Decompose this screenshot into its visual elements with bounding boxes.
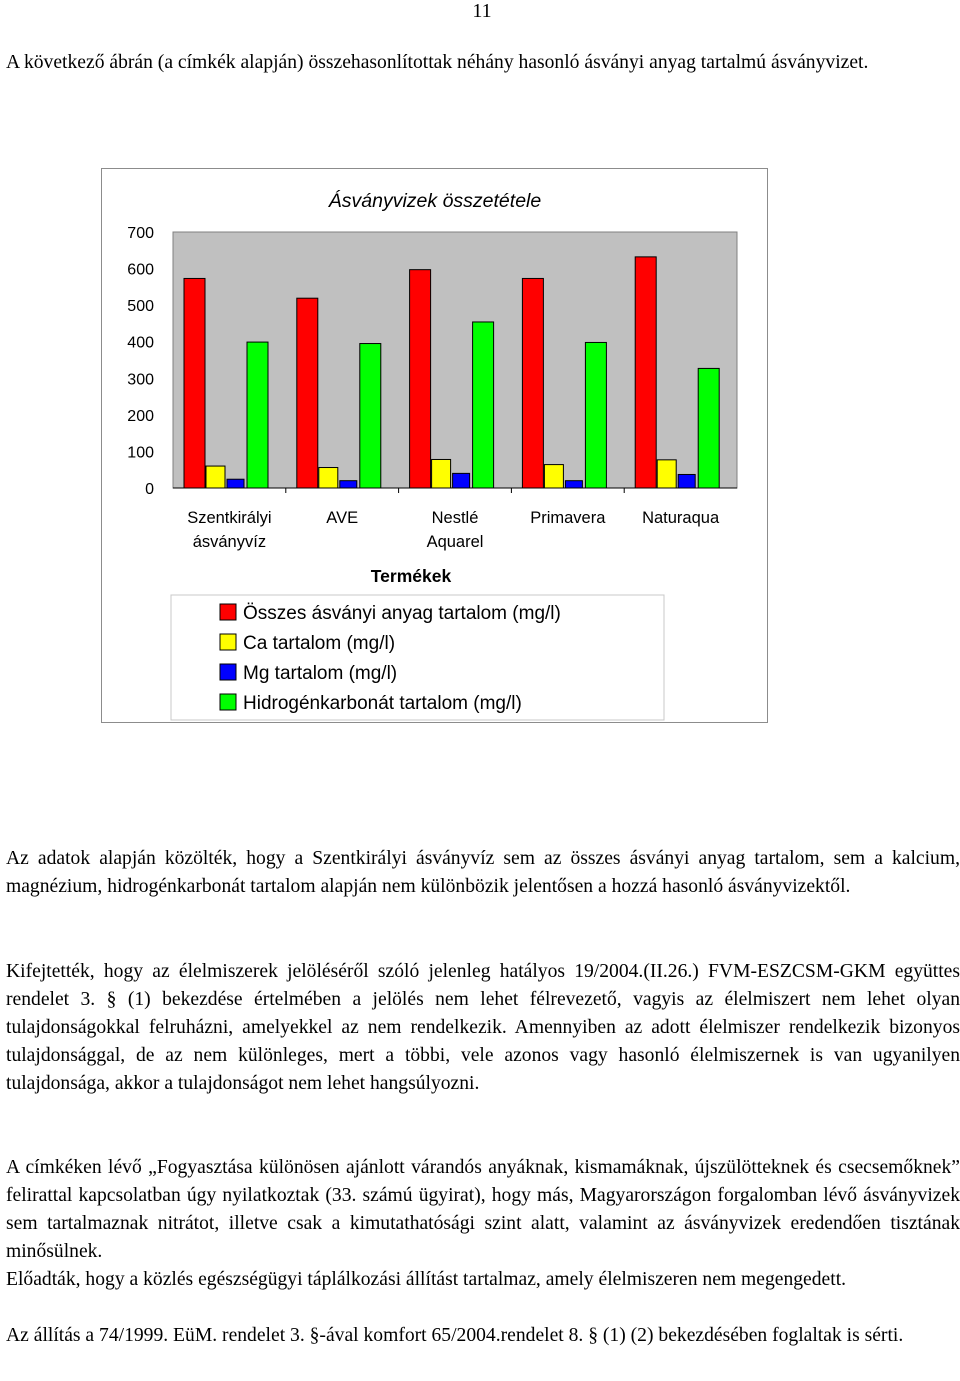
- y-tick-label: 100: [127, 444, 154, 462]
- y-tick-label: 400: [127, 334, 154, 352]
- bar: [360, 344, 381, 488]
- paragraph-4: Előadták, hogy a közlés egészségügyi táplálkozási állítást tartalmaz, amely élelmiszeren nem megengedett.: [6, 1269, 847, 1290]
- bar: [432, 459, 451, 488]
- legend-swatch: [220, 634, 236, 650]
- y-axis-ticks: [127, 225, 154, 498]
- bar: [297, 298, 318, 488]
- paragraph-2: Kifejtették, hogy az élelmiszerek jelöléséről szóló jelenleg hatályos 19/2004.(II.26.) FVM-ESZCSM-GKM együttes rendelet 3. § (1) bekezdése értelmében a jelölés nem lehet félrevezető, vagyis az élelmiszert nem lehet olyan tulajdonságokkal felruházni, amelyekkel az nem rendelkezik. Amennyiben az adott élelmiszer rendelkezik bizonyos tulajdonsággal, de az nem különleges, mert a többi, vele azonos vagy hasonló élelmiszernek is van ugyanilyen tulajdonsága, akkor a tulajdonságot nem lehet hangsúlyozni.: [6, 961, 960, 1094]
- bar: [340, 481, 357, 488]
- y-tick-label: 700: [127, 225, 154, 242]
- bar: [247, 342, 268, 488]
- bar: [522, 278, 543, 488]
- y-tick-label: 200: [127, 407, 154, 425]
- bar: [453, 473, 470, 488]
- bar: [206, 466, 225, 488]
- chart-title: Ásványvizek összetétele: [328, 190, 542, 212]
- paragraph-1: Az adatok alapján közölték, hogy a Szentkirályi ásványvíz sem az összes ásványi anyag tartalom, sem a kalcium, magnézium, hidrogénkarbonát tartalom alapján nem különbözik jelentősen a hozzá hasonló ásványvizektől.: [6, 848, 960, 897]
- x-tick-label: Primavera: [530, 509, 606, 527]
- legend-swatch: [220, 664, 236, 680]
- intro-paragraph: A következő ábrán (a címkék alapján) összehasonlítottak néhány hasonló ásványi anyag tartalmú ásványvizet.: [6, 52, 869, 73]
- bar: [473, 322, 494, 488]
- legend-swatch: [220, 694, 236, 710]
- bar: [544, 465, 563, 488]
- x-tick-label: ásványvíz: [192, 533, 267, 551]
- page-number: 11: [472, 0, 492, 22]
- legend-swatch: [220, 604, 236, 620]
- legend-label: Ca tartalom (mg/l): [243, 633, 396, 654]
- bar: [678, 474, 695, 488]
- legend-label: Összes ásványi anyag tartalom (mg/l): [243, 603, 561, 624]
- x-tick-label: AVE: [326, 509, 359, 527]
- paragraph-5: Az állítás a 74/1999. EüM. rendelet 3. §-ával komfort 65/2004.rendelet 8. § (1) (2) bekezdésében foglaltak is sérti.: [6, 1325, 904, 1346]
- bar: [319, 468, 338, 488]
- bar: [635, 257, 656, 488]
- bar: [227, 479, 244, 488]
- x-axis-label: Termékek: [370, 566, 452, 586]
- bar: [585, 342, 606, 488]
- bar: [565, 481, 582, 488]
- legend-label: Hidrogénkarbonát tartalom (mg/l): [243, 693, 522, 714]
- x-axis-labels: [173, 488, 737, 551]
- bar: [410, 270, 431, 488]
- legend-label: Mg tartalom (mg/l): [243, 663, 398, 684]
- x-tick-label: Szentkirályi: [187, 509, 272, 527]
- bar: [657, 460, 676, 488]
- x-tick-label: Nestlé: [431, 509, 479, 527]
- bar: [184, 278, 205, 488]
- y-tick-label: 300: [127, 371, 154, 389]
- bar: [698, 368, 719, 488]
- y-tick-label: 500: [127, 298, 154, 316]
- paragraph-3: A címkéken lévő „Fogyasztása különösen ajánlott várandós anyáknak, kismamáknak, újszülötteknek és csecsemőknek” felirattal kapcsolatban úgy nyilatkoztak (33. számú ügyirat), hogy más, Magyarországon forgalomban lévő ásványvizek sem tartalmaznak nitrátot, illetve csak a kimutathatósági szint alatt, valamint az ásványvizek eredendően tisztának minősülnek.: [6, 1157, 960, 1262]
- x-tick-label: Aquarel: [426, 533, 484, 551]
- y-tick-label: 600: [127, 261, 154, 279]
- x-tick-label: Naturaqua: [642, 509, 720, 527]
- y-tick-label: 0: [145, 481, 154, 498]
